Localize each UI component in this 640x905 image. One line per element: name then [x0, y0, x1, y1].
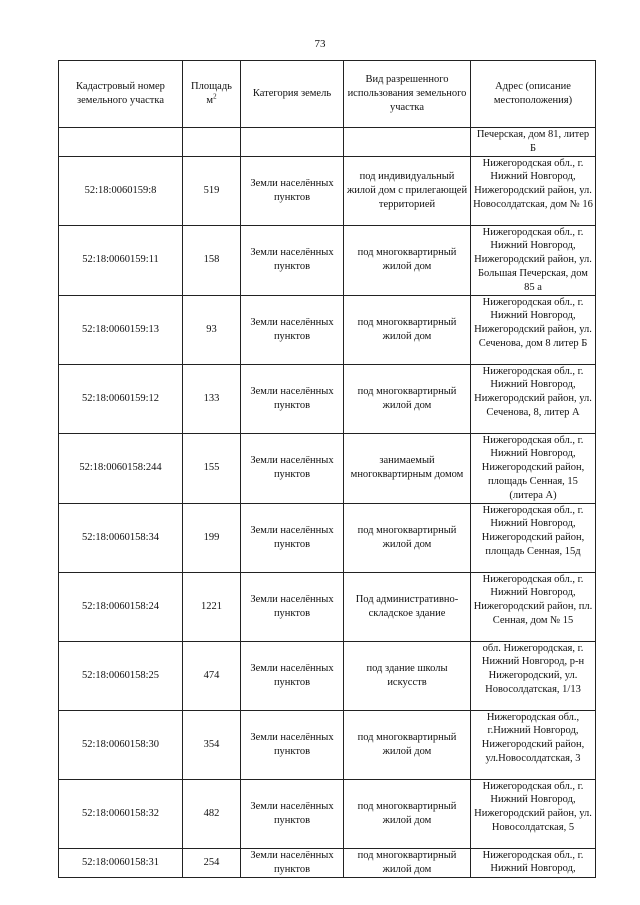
- cell-area: 474: [183, 641, 241, 710]
- cell-area: 133: [183, 364, 241, 433]
- cell-address: Нижегородская обл., г. Нижний Новгород, Нижегородский район, ул. Новосолдатская, 5: [471, 779, 596, 848]
- cell-area: 254: [183, 848, 241, 877]
- cell-category: [241, 128, 344, 157]
- table-row: [59, 364, 596, 433]
- table-row: [59, 295, 596, 364]
- cell-address: Нижегородская обл., г. Нижний Новгород, Нижегородский район, ул. Сеченова, 8, литер А: [471, 364, 596, 433]
- cell-use: [344, 128, 471, 157]
- table-header-row: [59, 61, 596, 128]
- cell-cadastral: 52:18:0060159:12: [59, 364, 183, 433]
- cell-address: Нижегородская обл., г. Нижний Новгород, Нижегородский район, ул. Новосолдатская, дом № 16: [471, 156, 596, 225]
- header-address: Адрес (описание местоположения): [471, 61, 596, 128]
- cell-category: Земли населённых пунктов: [241, 295, 344, 364]
- cell-use: под многоквартирный жилой дом: [344, 710, 471, 779]
- cell-area: 93: [183, 295, 241, 364]
- cell-cadastral: 52:18:0060158:244: [59, 433, 183, 503]
- cell-area: 158: [183, 225, 241, 295]
- land-plots-table: [58, 60, 596, 878]
- cell-area: 519: [183, 156, 241, 225]
- cell-cadastral: 52:18:0060159:8: [59, 156, 183, 225]
- table-row: [59, 433, 596, 503]
- cell-cadastral: 52:18:0060158:24: [59, 572, 183, 641]
- table-row: [59, 156, 596, 225]
- cell-use: занимаемый многоквартирным домом: [344, 433, 471, 503]
- cell-cadastral: 52:18:0060158:34: [59, 503, 183, 572]
- header-cadastral: Кадастровый номер земельного участка: [59, 61, 183, 128]
- cell-address: Нижегородская обл., г. Нижний Новгород, Нижегородский район, пл. Сенная, дом № 15: [471, 572, 596, 641]
- table-row-continuation: [59, 128, 596, 157]
- cell-category: Земли населённых пунктов: [241, 225, 344, 295]
- table-row: [59, 641, 596, 710]
- cell-area: [183, 128, 241, 157]
- cell-category: Земли населённых пунктов: [241, 710, 344, 779]
- header-area-label: Площадь м: [191, 81, 232, 106]
- cell-address: Нижегородская обл., г. Нижний Новгород, Нижегородский район, площадь Сенная, 15 (литера А): [471, 433, 596, 503]
- cell-cadastral: [59, 128, 183, 157]
- table-row: [59, 779, 596, 848]
- cell-address: Нижегородская обл., г. Нижний Новгород, Нижегородский район, ул. Большая Печерская, дом 85 а: [471, 225, 596, 295]
- cell-address: Нижегородская обл., г. Нижний Новгород,: [471, 848, 596, 877]
- cell-category: Земли населённых пунктов: [241, 503, 344, 572]
- cell-area: 155: [183, 433, 241, 503]
- cell-use: под здание школы искусств: [344, 641, 471, 710]
- cell-category: Земли населённых пунктов: [241, 364, 344, 433]
- cell-address: Нижегородская обл., г. Нижний Новгород, Нижегородский район, площадь Сенная, 15д: [471, 503, 596, 572]
- header-area: [183, 61, 241, 128]
- cell-use: под индивидуальный жилой дом с прилегающей территорией: [344, 156, 471, 225]
- cell-area: 1221: [183, 572, 241, 641]
- cell-cadastral: 52:18:0060159:13: [59, 295, 183, 364]
- header-area-superscript: 2: [213, 92, 217, 101]
- cell-address: обл. Нижегородская, г. Нижний Новгород, р-н Нижегородский, ул. Новосолдатская, 1/13: [471, 641, 596, 710]
- cell-category: Земли населённых пунктов: [241, 848, 344, 877]
- cell-cadastral: 52:18:0060158:32: [59, 779, 183, 848]
- cell-cadastral: 52:18:0060158:25: [59, 641, 183, 710]
- cell-use: под многоквартирный жилой дом: [344, 364, 471, 433]
- cell-use: под многоквартирный жилой дом: [344, 503, 471, 572]
- cell-area: 199: [183, 503, 241, 572]
- header-use: Вид разрешенного использования земельного участка: [344, 61, 471, 128]
- cell-cadastral: 52:18:0060158:31: [59, 848, 183, 877]
- cell-address: Печерская, дом 81, литер Б: [471, 128, 596, 157]
- cell-category: Земли населённых пунктов: [241, 156, 344, 225]
- cell-category: Земли населённых пунктов: [241, 433, 344, 503]
- cell-address: Нижегородская обл., г.Нижний Новгород, Нижегородский район, ул.Новосолдатская, 3: [471, 710, 596, 779]
- table-row: [59, 848, 596, 877]
- cell-area: 354: [183, 710, 241, 779]
- header-category: Категория земель: [241, 61, 344, 128]
- cell-address: Нижегородская обл., г. Нижний Новгород, Нижегородский район, ул. Сеченова, дом 8 литер Б: [471, 295, 596, 364]
- cell-cadastral: 52:18:0060159:11: [59, 225, 183, 295]
- cell-category: Земли населённых пунктов: [241, 641, 344, 710]
- cell-area: 482: [183, 779, 241, 848]
- table-row: [59, 225, 596, 295]
- cell-use: под многоквартирный жилой дом: [344, 779, 471, 848]
- cell-category: Земли населённых пунктов: [241, 572, 344, 641]
- cell-use: под многоквартирный жилой дом: [344, 848, 471, 877]
- table-row: [59, 503, 596, 572]
- cell-category: Земли населённых пунктов: [241, 779, 344, 848]
- table-row: [59, 710, 596, 779]
- page-number: 73: [314, 38, 326, 50]
- cell-use: Под административно-складское здание: [344, 572, 471, 641]
- cell-use: под многоквартирный жилой дом: [344, 225, 471, 295]
- table-row: [59, 572, 596, 641]
- cell-use: под многоквартирный жилой дом: [344, 295, 471, 364]
- cell-cadastral: 52:18:0060158:30: [59, 710, 183, 779]
